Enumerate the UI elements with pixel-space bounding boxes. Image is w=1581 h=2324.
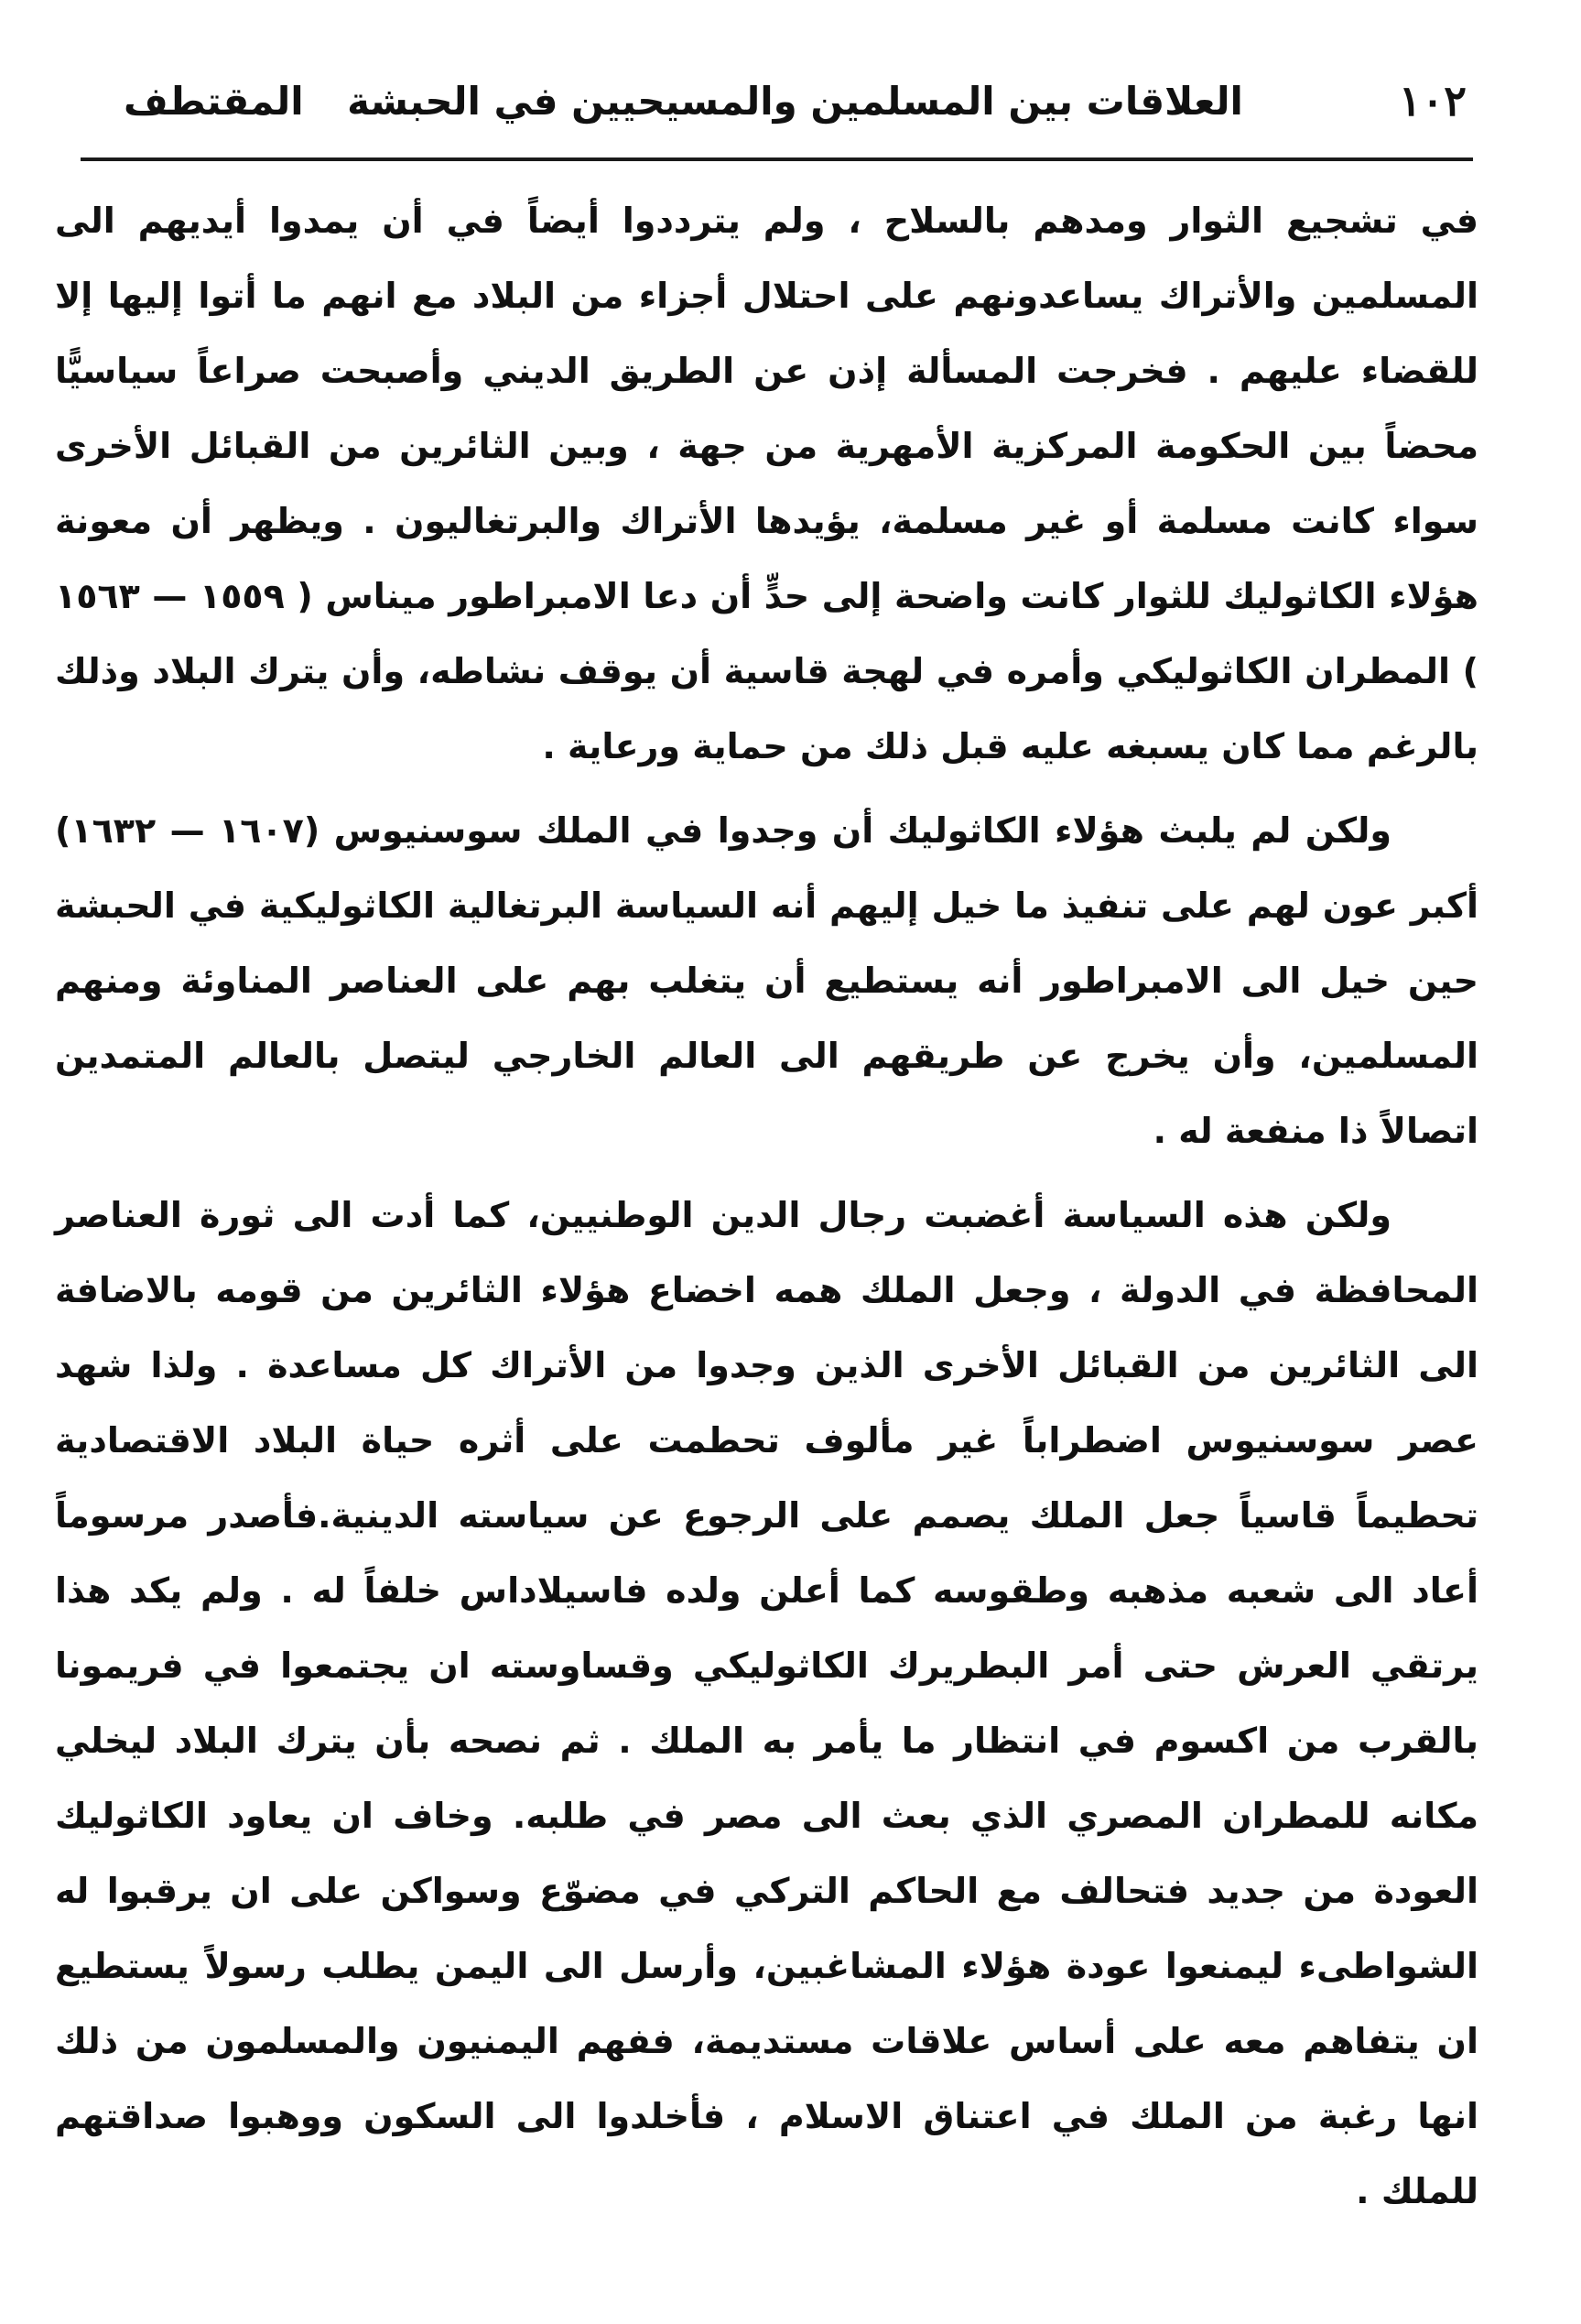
paragraph-1: في تشجيع الثوار ومدهم بالسلاح ، ولم يترددوا أيضاً في أن يمدوا أيديهم الى المسلمين والأتراك يساعدونهم على احتلال أجزاء من البلاد مع انهم ما أتوا إليها إلا للقضاء عليهم . فخرجت المسألة إذن عن الطريق الديني وأصبحت صراعاً سياسيًّا محضاً بين الحكومة المركزية الأمهرية من جهة ، وبين الثائرين من القبائل الأخرى سواء كانت مسلمة أو غير مسلمة، يؤيدها الأتراك والبرتغاليون . ويظهر أن معونة هؤلاء الكاثوليك للثوار كانت واضحة إلى حدٍّ أن دعا الامبراطور ميناس ( ١٥٥٩ — ١٥٦٣ ) المطران الكاثوليكي وأمره في لهجة قاسية أن يوقف نشاطه، وأن يترك البلاد وذلك بالرغم مما كان يسبغه عليه قبل ذلك من حماية ورعاية . (55, 201, 1478, 766)
page-number: ١٠٢ (1398, 76, 1467, 125)
journal-name: المقتطف (124, 78, 304, 124)
article-body (55, 183, 1478, 2229)
running-title: العلاقات بين المسلمين والمسيحيين في الحبشة (347, 78, 1243, 124)
paragraph-3: ولكن هذه السياسة أغضبت رجال الدين الوطنيين، كما أدت الى ثورة العناصر المحافظة في الدولة ، وجعل الملك همه اخضاع هؤلاء الثائرين من قومه بالاضافة الى الثائرين من القبائل الأخرى الذين وجدوا من الأتراك كل مساعدة . ولذا شهد عصر سوسنيوس اضطراباً غير مألوف تحطمت على أثره حياة البلاد الاقتصادية تحطيماً قاسياً جعل الملك يصمم على الرجوع عن سياسته الدينية.فأصدر مرسوماً أعاد الى شعبه مذهبه وطقوسه كما أعلن ولده فاسيلاداس خلفاً له . ولم يكد هذا يرتقي العرش حتى أمر البطريرك الكاثوليكي وقساوسته ان يجتمعوا في فريمونا بالقرب من اكسوم في انتظار ما يأمر به الملك . ثم نصحه بأن يترك البلاد ليخلي مكانه للمطران المصري الذي بعث الى مصر في طلبه. وخاف ان يعاود الكاثوليك العودة من جديد فتحالف مع الحاكم التركي في مضوّع وسواكن على ان يرقبوا له الشواطىء ليمنعوا عودة هؤلاء المشاغبين، وأرسل الى اليمن يطلب رسولاً يستطيع ان يتفاهم معه على أساس علاقات مستديمة، ففهم اليمنيون والمسلمون من ذلك انها رغبة من الملك في اعتناق الاسلام ، فأخلدوا الى السكون ووهبوا صداقتهم للملك . (55, 1195, 1478, 2211)
header-rule (81, 157, 1473, 161)
page-header (124, 64, 1467, 137)
paragraph-2: ولكن لم يلبث هؤلاء الكاثوليك أن وجدوا في الملك سوسنيوس (١٦٠٧ — ١٦٣٢) أكبر عون لهم على تنفيذ ما خيل إليهم أنه السياسة البرتغالية الكاثوليكية في الحبشة حين خيل الى الامبراطور أنه يستطيع أن يتغلب بهم على العناصر المناوئة ومنهم المسلمين، وأن يخرج عن طريقهم الى العالم الخارجي ليتصل بالعالم المتمدين اتصالاً ذا منفعة له . (55, 810, 1478, 1151)
